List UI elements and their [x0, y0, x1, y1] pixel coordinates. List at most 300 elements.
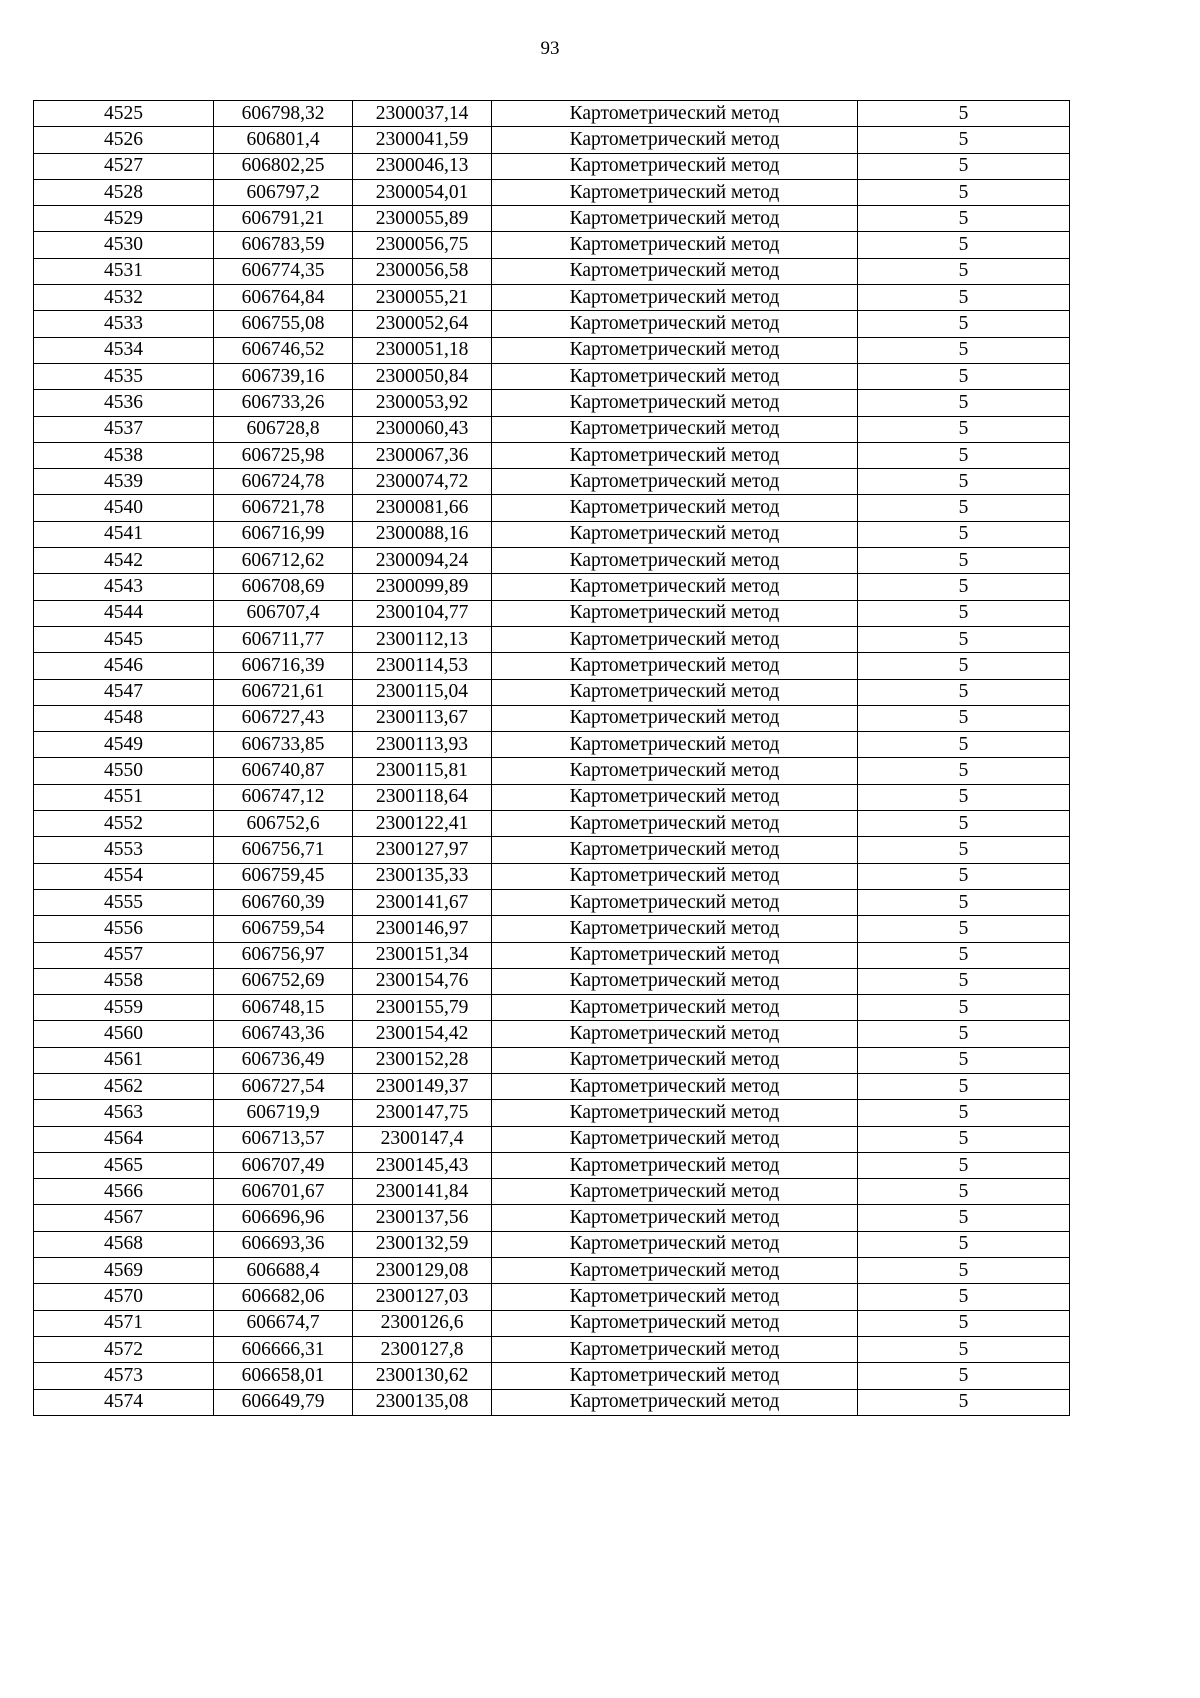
table-row	[34, 1126, 1070, 1152]
point-number-cell: 4553	[34, 837, 214, 863]
point-number-cell: 4566	[34, 1179, 214, 1205]
method-cell: Картометрический метод	[492, 837, 858, 863]
precision-cell: 5	[858, 995, 1070, 1021]
method-cell: Картометрический метод	[492, 363, 858, 389]
precision-cell: 5	[858, 679, 1070, 705]
precision-cell: 5	[858, 968, 1070, 994]
y-coordinate-cell: 2300129,08	[353, 1258, 492, 1284]
precision-cell: 5	[858, 521, 1070, 547]
method-cell: Картометрический метод	[492, 127, 858, 153]
table-row	[34, 600, 1070, 626]
method-cell: Картометрический метод	[492, 863, 858, 889]
precision-cell: 5	[858, 1021, 1070, 1047]
method-cell: Картометрический метод	[492, 784, 858, 810]
y-coordinate-cell: 2300154,42	[353, 1021, 492, 1047]
point-number-cell: 4571	[34, 1310, 214, 1336]
table-row	[34, 232, 1070, 258]
point-number-cell: 4525	[34, 101, 214, 127]
precision-cell: 5	[858, 206, 1070, 232]
table-row	[34, 127, 1070, 153]
method-cell: Картометрический метод	[492, 1100, 858, 1126]
method-cell: Картометрический метод	[492, 1152, 858, 1178]
point-number-cell: 4544	[34, 600, 214, 626]
y-coordinate-cell: 2300099,89	[353, 574, 492, 600]
table-row	[34, 153, 1070, 179]
y-coordinate-cell: 2300046,13	[353, 153, 492, 179]
table-row	[34, 863, 1070, 889]
y-coordinate-cell: 2300094,24	[353, 548, 492, 574]
point-number-cell: 4558	[34, 968, 214, 994]
point-number-cell: 4538	[34, 442, 214, 468]
x-coordinate-cell: 606733,26	[214, 390, 353, 416]
method-cell: Картометрический метод	[492, 206, 858, 232]
method-cell: Картометрический метод	[492, 732, 858, 758]
y-coordinate-cell: 2300051,18	[353, 337, 492, 363]
x-coordinate-cell: 606746,52	[214, 337, 353, 363]
table-row	[34, 574, 1070, 600]
point-number-cell: 4550	[34, 758, 214, 784]
precision-cell: 5	[858, 416, 1070, 442]
point-number-cell: 4535	[34, 363, 214, 389]
y-coordinate-cell: 2300113,93	[353, 732, 492, 758]
x-coordinate-cell: 606696,96	[214, 1205, 353, 1231]
table-row	[34, 968, 1070, 994]
point-number-cell: 4539	[34, 469, 214, 495]
precision-cell: 5	[858, 232, 1070, 258]
y-coordinate-cell: 2300056,75	[353, 232, 492, 258]
point-number-cell: 4528	[34, 179, 214, 205]
x-coordinate-cell: 606764,84	[214, 285, 353, 311]
page-number: 93	[540, 38, 560, 59]
precision-cell: 5	[858, 1152, 1070, 1178]
table-row	[34, 521, 1070, 547]
table-row	[34, 732, 1070, 758]
point-number-cell: 4574	[34, 1389, 214, 1415]
point-number-cell: 4563	[34, 1100, 214, 1126]
x-coordinate-cell: 606801,4	[214, 127, 353, 153]
table-row	[34, 548, 1070, 574]
method-cell: Картометрический метод	[492, 390, 858, 416]
table-row	[34, 469, 1070, 495]
table-row	[34, 442, 1070, 468]
x-coordinate-cell: 606712,62	[214, 548, 353, 574]
precision-cell: 5	[858, 653, 1070, 679]
y-coordinate-cell: 2300147,4	[353, 1126, 492, 1152]
method-cell: Картометрический метод	[492, 416, 858, 442]
y-coordinate-cell: 2300041,59	[353, 127, 492, 153]
y-coordinate-cell: 2300147,75	[353, 1100, 492, 1126]
precision-cell: 5	[858, 758, 1070, 784]
method-cell: Картометрический метод	[492, 653, 858, 679]
precision-cell: 5	[858, 1284, 1070, 1310]
precision-cell: 5	[858, 1126, 1070, 1152]
precision-cell: 5	[858, 179, 1070, 205]
point-number-cell: 4561	[34, 1047, 214, 1073]
method-cell: Картометрический метод	[492, 1389, 858, 1415]
point-number-cell: 4565	[34, 1152, 214, 1178]
point-number-cell: 4532	[34, 285, 214, 311]
precision-cell: 5	[858, 732, 1070, 758]
y-coordinate-cell: 2300067,36	[353, 442, 492, 468]
precision-cell: 5	[858, 889, 1070, 915]
point-number-cell: 4542	[34, 548, 214, 574]
method-cell: Картометрический метод	[492, 574, 858, 600]
precision-cell: 5	[858, 811, 1070, 837]
y-coordinate-cell: 2300113,67	[353, 705, 492, 731]
x-coordinate-cell: 606743,36	[214, 1021, 353, 1047]
method-cell: Картометрический метод	[492, 469, 858, 495]
point-number-cell: 4527	[34, 153, 214, 179]
table-row	[34, 758, 1070, 784]
coordinates-table	[33, 100, 1070, 1416]
x-coordinate-cell: 606707,49	[214, 1152, 353, 1178]
x-coordinate-cell: 606701,67	[214, 1179, 353, 1205]
point-number-cell: 4555	[34, 889, 214, 915]
method-cell: Картометрический метод	[492, 600, 858, 626]
x-coordinate-cell: 606649,79	[214, 1389, 353, 1415]
point-number-cell: 4541	[34, 521, 214, 547]
x-coordinate-cell: 606736,49	[214, 1047, 353, 1073]
method-cell: Картометрический метод	[492, 889, 858, 915]
method-cell: Картометрический метод	[492, 1073, 858, 1099]
table-row	[34, 1047, 1070, 1073]
point-number-cell: 4573	[34, 1363, 214, 1389]
method-cell: Картометрический метод	[492, 1231, 858, 1257]
precision-cell: 5	[858, 600, 1070, 626]
y-coordinate-cell: 2300152,28	[353, 1047, 492, 1073]
method-cell: Картометрический метод	[492, 679, 858, 705]
x-coordinate-cell: 606711,77	[214, 626, 353, 652]
x-coordinate-cell: 606708,69	[214, 574, 353, 600]
point-number-cell: 4548	[34, 705, 214, 731]
method-cell: Картометрический метод	[492, 1284, 858, 1310]
point-number-cell: 4547	[34, 679, 214, 705]
x-coordinate-cell: 606719,9	[214, 1100, 353, 1126]
precision-cell: 5	[858, 1336, 1070, 1362]
x-coordinate-cell: 606716,99	[214, 521, 353, 547]
precision-cell: 5	[858, 1231, 1070, 1257]
y-coordinate-cell: 2300053,92	[353, 390, 492, 416]
table-row	[34, 258, 1070, 284]
table-row	[34, 679, 1070, 705]
precision-cell: 5	[858, 311, 1070, 337]
x-coordinate-cell: 606756,71	[214, 837, 353, 863]
table-row	[34, 416, 1070, 442]
table-row	[34, 495, 1070, 521]
table-row	[34, 206, 1070, 232]
precision-cell: 5	[858, 784, 1070, 810]
precision-cell: 5	[858, 1389, 1070, 1415]
y-coordinate-cell: 2300132,59	[353, 1231, 492, 1257]
x-coordinate-cell: 606740,87	[214, 758, 353, 784]
y-coordinate-cell: 2300126,6	[353, 1310, 492, 1336]
table-row	[34, 1310, 1070, 1336]
y-coordinate-cell: 2300112,13	[353, 626, 492, 652]
x-coordinate-cell: 606674,7	[214, 1310, 353, 1336]
method-cell: Картометрический метод	[492, 521, 858, 547]
table-row	[34, 1205, 1070, 1231]
point-number-cell: 4572	[34, 1336, 214, 1362]
x-coordinate-cell: 606733,85	[214, 732, 353, 758]
x-coordinate-cell: 606798,32	[214, 101, 353, 127]
x-coordinate-cell: 606739,16	[214, 363, 353, 389]
point-number-cell: 4543	[34, 574, 214, 600]
table-row	[34, 705, 1070, 731]
table-row	[34, 784, 1070, 810]
y-coordinate-cell: 2300130,62	[353, 1363, 492, 1389]
table-row	[34, 626, 1070, 652]
point-number-cell: 4536	[34, 390, 214, 416]
point-number-cell: 4562	[34, 1073, 214, 1099]
x-coordinate-cell: 606713,57	[214, 1126, 353, 1152]
table-row	[34, 1258, 1070, 1284]
y-coordinate-cell: 2300052,64	[353, 311, 492, 337]
table-row	[34, 1231, 1070, 1257]
precision-cell: 5	[858, 626, 1070, 652]
table-row	[34, 1389, 1070, 1415]
y-coordinate-cell: 2300135,33	[353, 863, 492, 889]
method-cell: Картометрический метод	[492, 153, 858, 179]
table-row	[34, 101, 1070, 127]
point-number-cell: 4560	[34, 1021, 214, 1047]
point-number-cell: 4552	[34, 811, 214, 837]
precision-cell: 5	[858, 1205, 1070, 1231]
point-number-cell: 4534	[34, 337, 214, 363]
method-cell: Картометрический метод	[492, 916, 858, 942]
table-row	[34, 916, 1070, 942]
y-coordinate-cell: 2300115,81	[353, 758, 492, 784]
method-cell: Картометрический метод	[492, 1336, 858, 1362]
precision-cell: 5	[858, 1258, 1070, 1284]
method-cell: Картометрический метод	[492, 232, 858, 258]
precision-cell: 5	[858, 153, 1070, 179]
y-coordinate-cell: 2300146,97	[353, 916, 492, 942]
method-cell: Картометрический метод	[492, 179, 858, 205]
x-coordinate-cell: 606707,4	[214, 600, 353, 626]
precision-cell: 5	[858, 337, 1070, 363]
method-cell: Картометрический метод	[492, 705, 858, 731]
point-number-cell: 4545	[34, 626, 214, 652]
method-cell: Картометрический метод	[492, 258, 858, 284]
coordinates-table-body	[34, 101, 1070, 1416]
x-coordinate-cell: 606748,15	[214, 995, 353, 1021]
precision-cell: 5	[858, 1310, 1070, 1336]
precision-cell: 5	[858, 863, 1070, 889]
point-number-cell: 4549	[34, 732, 214, 758]
table-row	[34, 1100, 1070, 1126]
precision-cell: 5	[858, 574, 1070, 600]
method-cell: Картометрический метод	[492, 311, 858, 337]
point-number-cell: 4546	[34, 653, 214, 679]
table-row	[34, 995, 1070, 1021]
y-coordinate-cell: 2300060,43	[353, 416, 492, 442]
method-cell: Картометрический метод	[492, 1021, 858, 1047]
precision-cell: 5	[858, 258, 1070, 284]
table-row	[34, 337, 1070, 363]
method-cell: Картометрический метод	[492, 995, 858, 1021]
table-row	[34, 1284, 1070, 1310]
y-coordinate-cell: 2300122,41	[353, 811, 492, 837]
y-coordinate-cell: 2300055,21	[353, 285, 492, 311]
point-number-cell: 4537	[34, 416, 214, 442]
point-number-cell: 4529	[34, 206, 214, 232]
x-coordinate-cell: 606727,43	[214, 705, 353, 731]
table-row	[34, 390, 1070, 416]
table-row	[34, 1152, 1070, 1178]
precision-cell: 5	[858, 285, 1070, 311]
table-row	[34, 837, 1070, 863]
y-coordinate-cell: 2300054,01	[353, 179, 492, 205]
x-coordinate-cell: 606791,21	[214, 206, 353, 232]
precision-cell: 5	[858, 1073, 1070, 1099]
y-coordinate-cell: 2300037,14	[353, 101, 492, 127]
table-row	[34, 653, 1070, 679]
method-cell: Картометрический метод	[492, 942, 858, 968]
y-coordinate-cell: 2300151,34	[353, 942, 492, 968]
y-coordinate-cell: 2300154,76	[353, 968, 492, 994]
x-coordinate-cell: 606724,78	[214, 469, 353, 495]
x-coordinate-cell: 606752,69	[214, 968, 353, 994]
y-coordinate-cell: 2300145,43	[353, 1152, 492, 1178]
precision-cell: 5	[858, 363, 1070, 389]
y-coordinate-cell: 2300135,08	[353, 1389, 492, 1415]
point-number-cell: 4557	[34, 942, 214, 968]
method-cell: Картометрический метод	[492, 1310, 858, 1336]
y-coordinate-cell: 2300050,84	[353, 363, 492, 389]
y-coordinate-cell: 2300137,56	[353, 1205, 492, 1231]
point-number-cell: 4568	[34, 1231, 214, 1257]
y-coordinate-cell: 2300081,66	[353, 495, 492, 521]
table-row	[34, 1363, 1070, 1389]
point-number-cell: 4569	[34, 1258, 214, 1284]
table-row	[34, 1021, 1070, 1047]
method-cell: Картометрический метод	[492, 758, 858, 784]
point-number-cell: 4559	[34, 995, 214, 1021]
y-coordinate-cell: 2300127,8	[353, 1336, 492, 1362]
table-row	[34, 363, 1070, 389]
point-number-cell: 4556	[34, 916, 214, 942]
table-row	[34, 1179, 1070, 1205]
method-cell: Картометрический метод	[492, 1179, 858, 1205]
table-row	[34, 1073, 1070, 1099]
x-coordinate-cell: 606760,39	[214, 889, 353, 915]
point-number-cell: 4551	[34, 784, 214, 810]
precision-cell: 5	[858, 548, 1070, 574]
y-coordinate-cell: 2300074,72	[353, 469, 492, 495]
method-cell: Картометрический метод	[492, 285, 858, 311]
point-number-cell: 4533	[34, 311, 214, 337]
x-coordinate-cell: 606759,54	[214, 916, 353, 942]
x-coordinate-cell: 606693,36	[214, 1231, 353, 1257]
y-coordinate-cell: 2300155,79	[353, 995, 492, 1021]
table-row	[34, 179, 1070, 205]
x-coordinate-cell: 606721,78	[214, 495, 353, 521]
precision-cell: 5	[858, 495, 1070, 521]
x-coordinate-cell: 606774,35	[214, 258, 353, 284]
method-cell: Картометрический метод	[492, 495, 858, 521]
y-coordinate-cell: 2300127,03	[353, 1284, 492, 1310]
precision-cell: 5	[858, 390, 1070, 416]
point-number-cell: 4526	[34, 127, 214, 153]
y-coordinate-cell: 2300141,84	[353, 1179, 492, 1205]
y-coordinate-cell: 2300149,37	[353, 1073, 492, 1099]
point-number-cell: 4530	[34, 232, 214, 258]
method-cell: Картометрический метод	[492, 337, 858, 363]
y-coordinate-cell: 2300055,89	[353, 206, 492, 232]
precision-cell: 5	[858, 101, 1070, 127]
table-row	[34, 1336, 1070, 1362]
y-coordinate-cell: 2300104,77	[353, 600, 492, 626]
precision-cell: 5	[858, 837, 1070, 863]
precision-cell: 5	[858, 1047, 1070, 1073]
x-coordinate-cell: 606802,25	[214, 153, 353, 179]
method-cell: Картометрический метод	[492, 101, 858, 127]
x-coordinate-cell: 606666,31	[214, 1336, 353, 1362]
x-coordinate-cell: 606783,59	[214, 232, 353, 258]
method-cell: Картометрический метод	[492, 1258, 858, 1284]
y-coordinate-cell: 2300115,04	[353, 679, 492, 705]
point-number-cell: 4554	[34, 863, 214, 889]
y-coordinate-cell: 2300141,67	[353, 889, 492, 915]
method-cell: Картометрический метод	[492, 1047, 858, 1073]
x-coordinate-cell: 606688,4	[214, 1258, 353, 1284]
precision-cell: 5	[858, 942, 1070, 968]
x-coordinate-cell: 606759,45	[214, 863, 353, 889]
y-coordinate-cell: 2300118,64	[353, 784, 492, 810]
method-cell: Картометрический метод	[492, 968, 858, 994]
x-coordinate-cell: 606725,98	[214, 442, 353, 468]
method-cell: Картометрический метод	[492, 442, 858, 468]
point-number-cell: 4540	[34, 495, 214, 521]
x-coordinate-cell: 606721,61	[214, 679, 353, 705]
y-coordinate-cell: 2300127,97	[353, 837, 492, 863]
table-row	[34, 889, 1070, 915]
point-number-cell: 4564	[34, 1126, 214, 1152]
x-coordinate-cell: 606727,54	[214, 1073, 353, 1099]
x-coordinate-cell: 606658,01	[214, 1363, 353, 1389]
table-row	[34, 311, 1070, 337]
table-row	[34, 811, 1070, 837]
table-row	[34, 285, 1070, 311]
method-cell: Картометрический метод	[492, 811, 858, 837]
precision-cell: 5	[858, 1100, 1070, 1126]
precision-cell: 5	[858, 442, 1070, 468]
precision-cell: 5	[858, 1363, 1070, 1389]
x-coordinate-cell: 606716,39	[214, 653, 353, 679]
x-coordinate-cell: 606755,08	[214, 311, 353, 337]
x-coordinate-cell: 606756,97	[214, 942, 353, 968]
method-cell: Картометрический метод	[492, 548, 858, 574]
y-coordinate-cell: 2300056,58	[353, 258, 492, 284]
x-coordinate-cell: 606747,12	[214, 784, 353, 810]
x-coordinate-cell: 606682,06	[214, 1284, 353, 1310]
table-row	[34, 942, 1070, 968]
precision-cell: 5	[858, 916, 1070, 942]
precision-cell: 5	[858, 127, 1070, 153]
x-coordinate-cell: 606752,6	[214, 811, 353, 837]
method-cell: Картометрический метод	[492, 626, 858, 652]
precision-cell: 5	[858, 1179, 1070, 1205]
method-cell: Картометрический метод	[492, 1205, 858, 1231]
y-coordinate-cell: 2300088,16	[353, 521, 492, 547]
point-number-cell: 4570	[34, 1284, 214, 1310]
x-coordinate-cell: 606728,8	[214, 416, 353, 442]
x-coordinate-cell: 606797,2	[214, 179, 353, 205]
precision-cell: 5	[858, 469, 1070, 495]
method-cell: Картометрический метод	[492, 1363, 858, 1389]
precision-cell: 5	[858, 705, 1070, 731]
method-cell: Картометрический метод	[492, 1126, 858, 1152]
